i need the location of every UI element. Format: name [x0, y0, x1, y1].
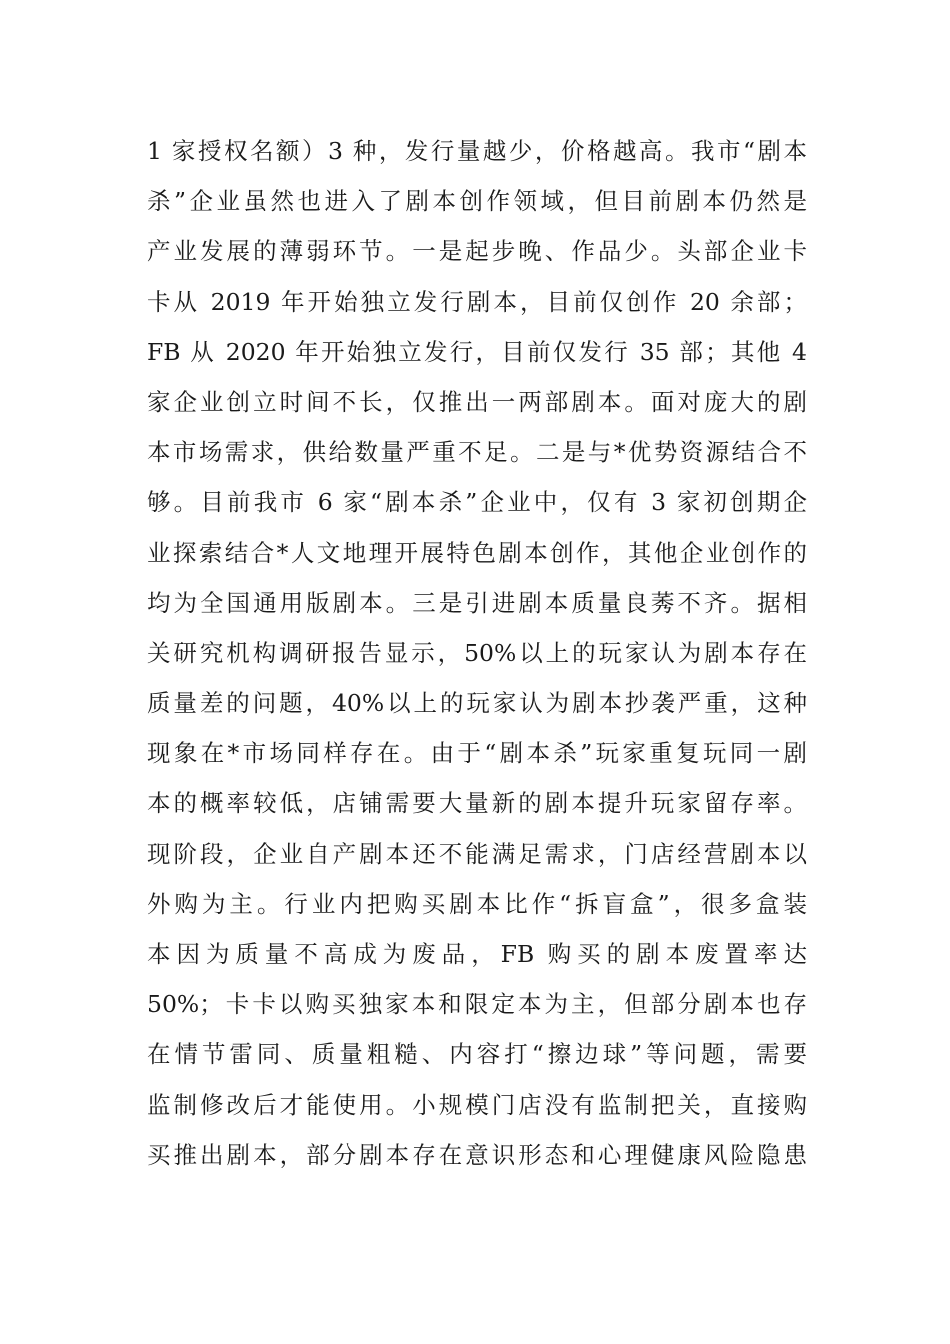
text-line: 1 家授权名额）3 种，发行量越少，价格越高。我市“剧本 [147, 137, 807, 165]
text-line: 够。目前我市 6 家“剧本杀”企业中，仅有 3 家初创期企 [147, 488, 807, 517]
text-line: 关研究机构调研报告显示，50%以上的玩家认为剧本存在 [147, 638, 807, 667]
text-line: FB 从 2020 年开始独立发行，目前仅发行 35 部；其他 4 [147, 337, 807, 366]
text-line: 本因为质量不高成为废品，FB 购买的剧本废置率达 [147, 940, 807, 968]
text-line: 本的概率较低，店铺需要大量新的剧本提升玩家留存率。 [147, 789, 807, 818]
text-line: 现象在*市场同样存在。由于“剧本杀”玩家重复玩同一剧 [147, 739, 807, 768]
body-paragraph [147, 126, 807, 1180]
text-line: 现阶段，企业自产剧本还不能满足需求，门店经营剧本以 [147, 839, 807, 868]
text-line: 买推出剧本，部分剧本存在意识形态和心理健康风险隐患 [147, 1140, 807, 1169]
text-line: 监制修改后才能使用。小规模门店没有监制把关，直接购 [147, 1090, 807, 1119]
text-line: 卡从 2019 年开始独立发行剧本，目前仅创作 20 余部； [147, 287, 807, 316]
text-line: 50%；卡卡以购买独家本和限定本为主，但部分剧本也存 [147, 990, 807, 1019]
text-line: 业探索结合*人文地理开展特色剧本创作，其他企业创作的 [147, 538, 807, 567]
text-line: 外购为主。行业内把购买剧本比作“拆盲盒”，很多盒装 [147, 889, 807, 918]
text-line: 在情节雷同、质量粗糙、内容打“擦边球”等问题，需要 [147, 1040, 807, 1069]
text-line: 家企业创立时间不长，仅推出一两部剧本。面对庞大的剧 [147, 387, 807, 416]
text-line: 均为全国通用版剧本。三是引进剧本质量良莠不齐。据相 [147, 588, 807, 617]
text-line: 产业发展的薄弱环节。一是起步晚、作品少。头部企业卡 [147, 237, 807, 266]
text-line: 杀”企业虽然也进入了剧本创作领域，但目前剧本仍然是 [147, 187, 807, 216]
text-line: 质量差的问题，40%以上的玩家认为剧本抄袭严重，这种 [147, 689, 807, 718]
text-line: 本市场需求，供给数量严重不足。二是与*优势资源结合不 [147, 438, 807, 467]
